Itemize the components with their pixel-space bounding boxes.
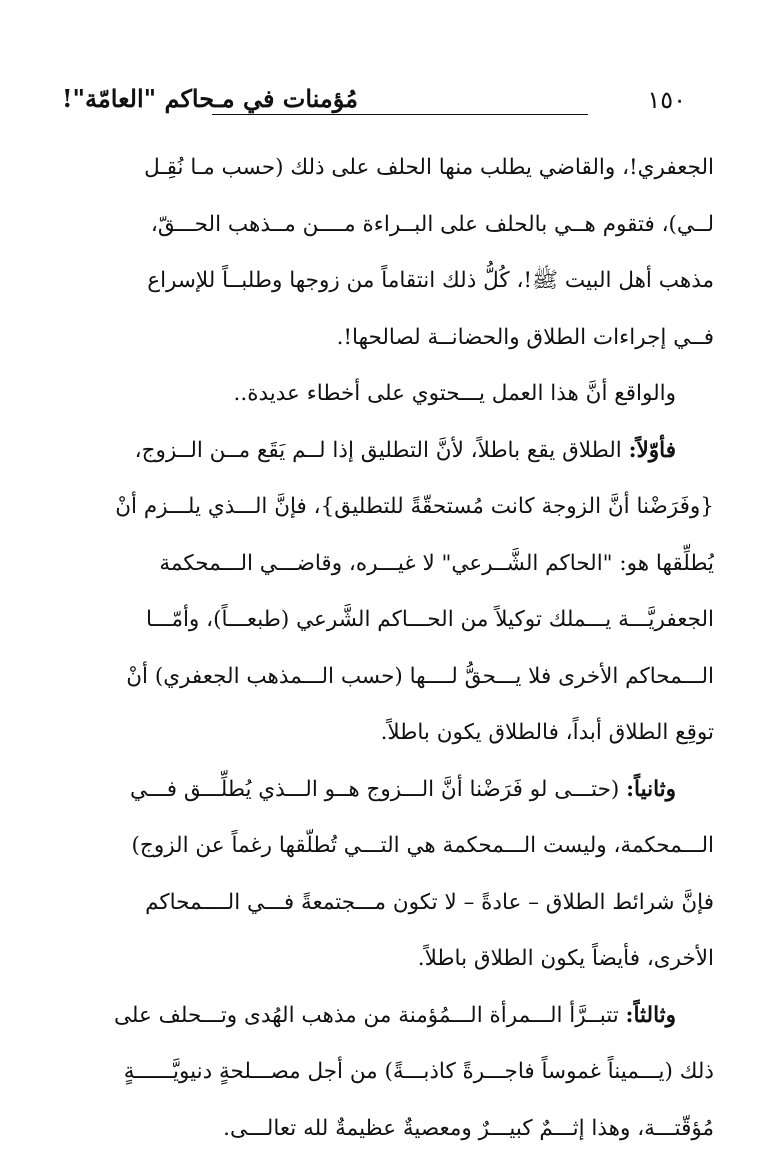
text-line-rest: (حتـــى لو فَرَضْنا أنَّ الـــزوج هــو الـــذي يُطلِّـــق فـــي bbox=[130, 777, 626, 802]
text-line: فإنَّ شرائط الطلاق – عادةً – لا تكون مـــجتمعةً فـــي الــــمحاكم bbox=[58, 875, 714, 932]
text-line: الـــمحاكم الأخرى فلا يـــحقُّ لــــها (حسب الـــمذهب الجعفري) أنْ bbox=[58, 649, 714, 706]
text-line: الأخرى، فأيضاً يكون الطلاق باطلاً. bbox=[58, 931, 714, 988]
text-line: مُؤقّتـــة، وهذا إثـــمٌ كبيـــرٌ ومعصيةٌ عظيمةٌ لله تعالـــى. bbox=[58, 1101, 714, 1157]
text-line: {وفَرَضْنا أنَّ الزوجة كانت مُستحقّةً للتطليق}، فإنَّ الـــذي يلـــزم أنْ bbox=[58, 479, 714, 536]
page-header bbox=[62, 84, 686, 124]
text-line: مذهب أهل البيت ﷺ!، كُلُّ ذلك انتقاماً من زوجها وطلبــاً للإسراع bbox=[58, 253, 714, 310]
text-line: الـــمحكمة، وليست الـــمحكمة هي التـــي تُطلّقها رغماً عن الزوج) bbox=[58, 818, 714, 875]
body-text bbox=[58, 140, 714, 1157]
text-line-rest: الطلاق يقع باطلاً، لأنَّ التطليق إذا لــم يَقَع مــن الــزوج، bbox=[135, 438, 629, 463]
paragraph-lead-third: وثالثاً: bbox=[626, 1003, 676, 1028]
text-line: يُطلِّقها هو: "الحاكم الشَّــرعي" لا غيـــره، وقاضـــي الـــمحكمة bbox=[58, 536, 714, 593]
text-line: الجعفري!، والقاضي يطلب منها الحلف على ذلك (حسب مـا نُقِـل bbox=[58, 140, 714, 197]
text-line bbox=[58, 988, 714, 1045]
text-line-rest: تتبــرَّأ الـــمرأة الـــمُؤمنة من مذهب الهُدى وتـــحلف على bbox=[114, 1003, 626, 1028]
text-line bbox=[58, 423, 714, 480]
header-rule bbox=[212, 114, 588, 115]
running-title: مُؤمنات في مـحاكم "العامّة"! bbox=[62, 84, 358, 113]
text-line: والواقع أنَّ هذا العمل يـــحتوي على أخطاء عديدة.. bbox=[58, 366, 714, 423]
text-line: لــي)، فتقوم هــي بالحلف على البــراءة مــــن مــذهب الحـــقّ، bbox=[58, 197, 714, 254]
paragraph-lead-second: وثانياً: bbox=[626, 777, 676, 802]
text-line: ذلك (يـــميناً غموساً فاجـــرةً كاذبـــةً) من أجل مصـــلحةٍ دنيويَّــــــةٍ bbox=[58, 1044, 714, 1101]
page-number: ١٥٠ bbox=[647, 86, 686, 114]
text-line bbox=[58, 762, 714, 819]
text-line: الجعفريَّـــة يـــملك توكيلاً من الحـــاكم الشَّرعي (طبعـــاً)، وأمّـــا bbox=[58, 592, 714, 649]
paragraph-lead-first: فأوّلاً: bbox=[629, 438, 676, 463]
text-line: فــي إجراءات الطلاق والحضانــة لصالحها!. bbox=[58, 310, 714, 367]
text-line: توقِع الطلاق أبداً، فالطلاق يكون باطلاً. bbox=[58, 705, 714, 762]
